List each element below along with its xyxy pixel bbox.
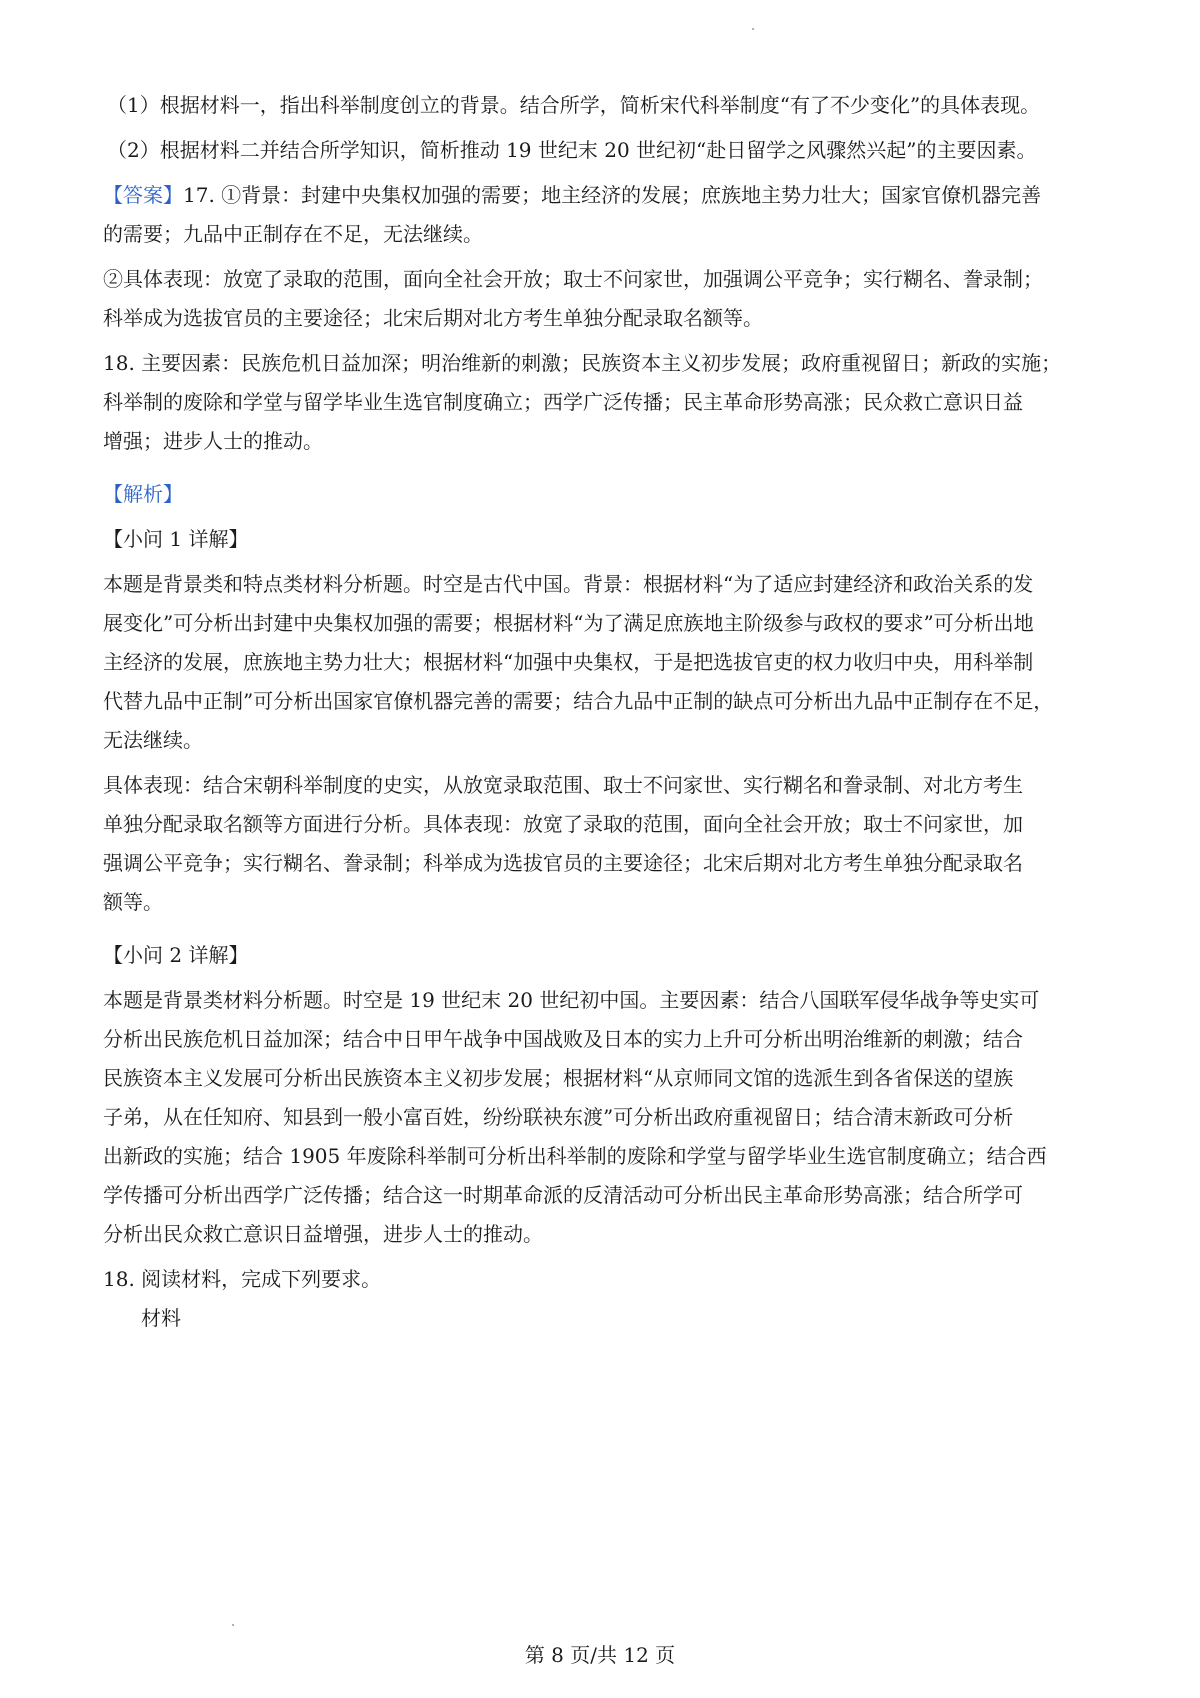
analysis-1-line: 主经济的发展，庶族地主势力壮大；根据材料“加强中央集权，于是把选拔官吏的权力收归中央，用科举制: [103, 650, 1034, 674]
analysis-1-line: 无法继续。: [103, 728, 203, 752]
sub-question-1-title: 【小问 1 详解】: [103, 527, 249, 551]
analysis-2-line: 分析出民族危机日益加深；结合中日甲午战争中国战败及日本的实力上升可分析出明治维新的刺激；结合: [103, 1027, 1023, 1051]
answer-line-2: 的需要；九品中正制存在不足，无法继续。: [103, 222, 483, 246]
scan-speck: [232, 1624, 234, 1626]
answer-tag: 【答案】: [103, 183, 183, 207]
analysis-1-line: 额等。: [103, 890, 163, 914]
answer-line-3: ②具体表现：放宽了录取的范围，面向全社会开放；取士不问家世，加强调公平竞争；实行糊名、誊录制；: [103, 267, 1043, 291]
analysis-2-line: 分析出民众救亡意识日益增强，进步人士的推动。: [103, 1222, 543, 1246]
material-label: 材料: [141, 1306, 181, 1330]
analysis-2-line: 子弟，从在任知府、知县到一般小富百姓，纷纷联袂东渡”可分析出政府重视留日；结合清末新政可分析: [103, 1105, 1014, 1129]
answer-line-6: 科举制的废除和学堂与留学毕业生选官制度确立；西学广泛传播；民主革命形势高涨；民众救亡意识日益: [103, 390, 1023, 414]
sub-question-2-title: 【小问 2 详解】: [103, 943, 249, 967]
question-18-title: 18. 阅读材料，完成下列要求。: [103, 1267, 382, 1291]
analysis-2-line: 本题是背景类材料分析题。时空是 19 世纪末 20 世纪初中国。主要因素：结合八国联军侵华战争等史实可: [103, 988, 1040, 1012]
analysis-1-line: 单独分配录取名额等方面进行分析。具体表现：放宽了录取的范围，面向全社会开放；取士不问家世，加: [103, 812, 1023, 836]
analysis-2-line: 民族资本主义发展可分析出民族资本主义初步发展；根据材料“从京师同文馆的选派生到各省保送的望族: [103, 1066, 1014, 1090]
page-number: 第 8 页/共 12 页: [524, 1643, 676, 1667]
answer-text: 17. ①背景：封建中央集权加强的需要；地主经济的发展；庶族地主势力壮大；国家官僚机器完善: [183, 183, 1042, 207]
answer-line-5: 18. 主要因素：民族危机日益加深；明治维新的刺激；民族资本主义初步发展；政府重视留日；新政的实施；: [103, 351, 1062, 375]
analysis-1-line: 强调公平竞争；实行糊名、誊录制；科举成为选拔官员的主要途径；北宋后期对北方考生单独分配录取名: [103, 851, 1023, 875]
analysis-1-line: 展变化”可分析出封建中央集权加强的需要；根据材料“为了满足庶族地主阶级参与政权的要求”可分析出地: [103, 611, 1034, 635]
question-2-prompt: （2）根据材料二并结合所学知识，简析推动 19 世纪末 20 世纪初“赴日留学之风骤然兴起”的主要因素。: [107, 138, 1037, 162]
page-content: [103, 88, 1105, 1336]
analysis-2-line: 出新政的实施；结合 1905 年废除科举制可分析出科举制的废除和学堂与留学毕业生选官制度确立；结合西: [103, 1144, 1047, 1168]
answer-line-1: [103, 178, 1105, 213]
analysis-1-line: 本题是背景类和特点类材料分析题。时空是古代中国。背景：根据材料“为了适应封建经济和政治关系的发: [103, 572, 1034, 596]
analysis-2-line: 学传播可分析出西学广泛传播；结合这一时期革命派的反清活动可分析出民主革命形势高涨；结合所学可: [103, 1183, 1023, 1207]
answer-line-4: 科举成为选拔官员的主要途径；北宋后期对北方考生单独分配录取名额等。: [103, 306, 763, 330]
answer-line-7: 增强；进步人士的推动。: [103, 429, 323, 453]
analysis-1-line: 代替九品中正制”可分析出国家官僚机器完善的需要；结合九品中正制的缺点可分析出九品中正制存在不足，: [103, 689, 1054, 713]
question-1-prompt: （1）根据材料一，指出科举制度创立的背景。结合所学，简析宋代科举制度“有了不少变化”的具体表现。: [107, 93, 1041, 117]
analysis-tag: 【解析】: [103, 482, 183, 506]
analysis-1-line: 具体表现：结合宋朝科举制度的史实，从放宽录取范围、取士不问家世、实行糊名和誊录制、对北方考生: [103, 773, 1023, 797]
scan-speck: [752, 28, 754, 30]
